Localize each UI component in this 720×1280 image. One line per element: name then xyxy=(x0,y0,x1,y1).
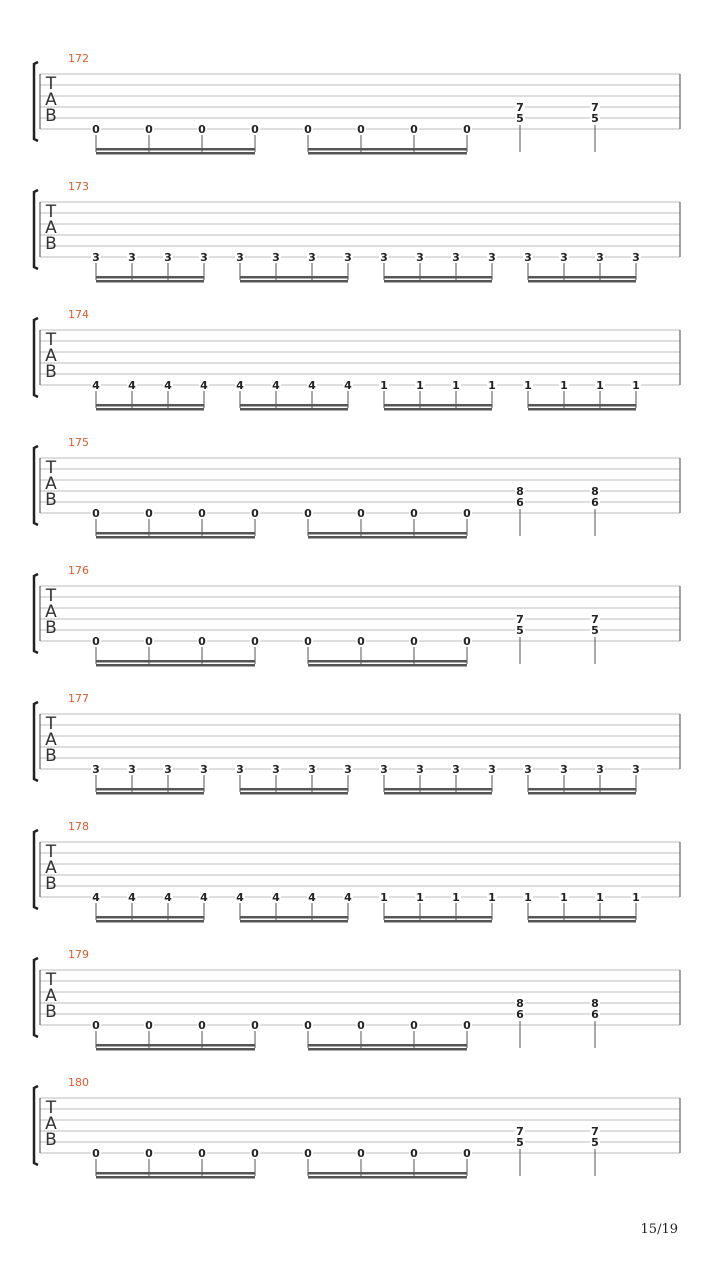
fret-number: 3 xyxy=(416,763,424,776)
fret-number: 3 xyxy=(128,251,136,264)
fret-number: 4 xyxy=(164,379,172,392)
fret-number: 3 xyxy=(308,763,316,776)
tab-letter-t: T xyxy=(45,458,57,478)
fret-number: 1 xyxy=(488,379,496,392)
fret-number: 4 xyxy=(128,379,136,392)
beam xyxy=(96,1176,255,1179)
fret-number: 0 xyxy=(357,1019,365,1032)
beam xyxy=(528,408,636,411)
fret-number: 0 xyxy=(463,507,471,520)
fret-number: 1 xyxy=(560,379,568,392)
beam xyxy=(528,920,636,923)
beam xyxy=(96,792,204,795)
fret-number: 3 xyxy=(380,251,388,264)
tab-system xyxy=(34,564,680,667)
fret-number: 6 xyxy=(591,496,599,509)
tab-system xyxy=(34,948,680,1051)
fret-number: 3 xyxy=(632,763,640,776)
beam xyxy=(384,280,492,283)
system-bracket xyxy=(34,1086,38,1165)
tab-system xyxy=(34,692,680,795)
fret-number: 4 xyxy=(128,891,136,904)
fret-number: 1 xyxy=(596,379,604,392)
fret-number: 0 xyxy=(410,1147,418,1160)
beam xyxy=(308,148,467,151)
fret-number: 3 xyxy=(344,763,352,776)
fret-number: 3 xyxy=(200,763,208,776)
tab-letter-b: B xyxy=(45,490,57,510)
fret-number: 0 xyxy=(410,635,418,648)
beam xyxy=(308,664,467,667)
fret-number: 3 xyxy=(92,763,100,776)
beam xyxy=(308,1172,467,1175)
beam xyxy=(384,920,492,923)
tab-letter-b: B xyxy=(45,234,57,254)
fret-number: 7 xyxy=(516,101,524,114)
fret-number: 8 xyxy=(516,485,524,498)
tab-letter-t: T xyxy=(45,202,57,222)
fret-number: 0 xyxy=(304,635,312,648)
fret-number: 3 xyxy=(344,251,352,264)
beam xyxy=(96,664,255,667)
fret-number: 4 xyxy=(200,379,208,392)
tab-letter-b: B xyxy=(45,106,57,126)
fret-number: 0 xyxy=(251,1019,259,1032)
system-bracket xyxy=(34,574,38,653)
beam xyxy=(384,404,492,407)
beam xyxy=(308,152,467,155)
measure-number: 172 xyxy=(68,52,89,65)
fret-number: 0 xyxy=(145,507,153,520)
beam xyxy=(528,792,636,795)
fret-number: 0 xyxy=(198,1147,206,1160)
fret-number: 7 xyxy=(591,101,599,114)
system-bracket xyxy=(34,830,38,909)
fret-number: 3 xyxy=(164,763,172,776)
fret-number: 0 xyxy=(198,635,206,648)
beam xyxy=(528,404,636,407)
fret-number: 4 xyxy=(164,891,172,904)
measure-number: 176 xyxy=(68,564,89,577)
beam xyxy=(96,1048,255,1051)
beam xyxy=(384,408,492,411)
tab-letter-b: B xyxy=(45,1002,57,1022)
fret-number: 5 xyxy=(591,624,599,637)
tab-letter-b: B xyxy=(45,1130,57,1150)
system-bracket xyxy=(34,446,38,525)
fret-number: 3 xyxy=(236,251,244,264)
measure-number: 179 xyxy=(68,948,89,961)
tab-letter-t: T xyxy=(45,714,57,734)
beam xyxy=(96,408,204,411)
fret-number: 7 xyxy=(516,1125,524,1138)
fret-number: 0 xyxy=(92,1147,100,1160)
fret-number: 4 xyxy=(236,379,244,392)
beam xyxy=(308,536,467,539)
fret-number: 3 xyxy=(200,251,208,264)
fret-number: 1 xyxy=(560,891,568,904)
tab-letter-t: T xyxy=(45,970,57,990)
fret-number: 5 xyxy=(591,1136,599,1149)
fret-number: 0 xyxy=(463,635,471,648)
measure-number: 178 xyxy=(68,820,89,833)
fret-number: 1 xyxy=(488,891,496,904)
beam xyxy=(240,920,348,923)
fret-number: 0 xyxy=(92,507,100,520)
fret-number: 3 xyxy=(236,763,244,776)
fret-number: 0 xyxy=(410,507,418,520)
tab-letter-b: B xyxy=(45,618,57,638)
fret-number: 0 xyxy=(410,123,418,136)
fret-number: 3 xyxy=(596,763,604,776)
fret-number: 4 xyxy=(344,891,352,904)
fret-number: 3 xyxy=(92,251,100,264)
system-bracket xyxy=(34,958,38,1037)
tab-system xyxy=(34,52,680,155)
beam xyxy=(384,792,492,795)
fret-number: 0 xyxy=(145,635,153,648)
beam xyxy=(96,148,255,151)
beam xyxy=(384,276,492,279)
tab-letter-t: T xyxy=(45,74,57,94)
fret-number: 1 xyxy=(452,379,460,392)
fret-number: 1 xyxy=(380,891,388,904)
beam xyxy=(308,1176,467,1179)
fret-number: 3 xyxy=(272,251,280,264)
tab-letter-t: T xyxy=(45,842,57,862)
fret-number: 0 xyxy=(304,123,312,136)
measure-number: 177 xyxy=(68,692,89,705)
measure-number: 180 xyxy=(68,1076,89,1089)
beam xyxy=(308,532,467,535)
beam xyxy=(240,792,348,795)
fret-number: 4 xyxy=(308,379,316,392)
fret-number: 4 xyxy=(236,891,244,904)
tab-letter-a: A xyxy=(45,90,57,110)
fret-number: 0 xyxy=(251,507,259,520)
beam xyxy=(528,788,636,791)
beam xyxy=(240,404,348,407)
fret-number: 0 xyxy=(145,1147,153,1160)
tab-system xyxy=(34,308,680,411)
tab-system xyxy=(34,820,680,923)
beam xyxy=(240,276,348,279)
beam xyxy=(308,1048,467,1051)
fret-number: 0 xyxy=(304,1147,312,1160)
fret-number: 6 xyxy=(516,1008,524,1021)
fret-number: 6 xyxy=(516,496,524,509)
fret-number: 3 xyxy=(416,251,424,264)
measure-number: 173 xyxy=(68,180,89,193)
tab-letter-b: B xyxy=(45,746,57,766)
tab-letter-b: B xyxy=(45,362,57,382)
beam xyxy=(240,916,348,919)
fret-number: 0 xyxy=(463,1147,471,1160)
tab-letter-a: A xyxy=(45,858,57,878)
fret-number: 0 xyxy=(357,1147,365,1160)
fret-number: 0 xyxy=(304,507,312,520)
fret-number: 0 xyxy=(357,635,365,648)
beam xyxy=(96,1172,255,1175)
beam xyxy=(96,916,204,919)
fret-number: 4 xyxy=(272,891,280,904)
fret-number: 1 xyxy=(524,891,532,904)
measure-number: 174 xyxy=(68,308,89,321)
fret-number: 4 xyxy=(92,891,100,904)
tab-letter-a: A xyxy=(45,218,57,238)
fret-number: 4 xyxy=(200,891,208,904)
fret-number: 4 xyxy=(92,379,100,392)
tab-letter-a: A xyxy=(45,474,57,494)
fret-number: 1 xyxy=(380,379,388,392)
fret-number: 7 xyxy=(516,613,524,626)
fret-number: 8 xyxy=(516,997,524,1010)
system-bracket xyxy=(34,702,38,781)
tab-letter-a: A xyxy=(45,986,57,1006)
fret-number: 1 xyxy=(416,379,424,392)
fret-number: 0 xyxy=(251,1147,259,1160)
fret-number: 3 xyxy=(560,763,568,776)
beam xyxy=(96,280,204,283)
fret-number: 0 xyxy=(410,1019,418,1032)
beam xyxy=(528,280,636,283)
fret-number: 0 xyxy=(357,507,365,520)
tab-letter-a: A xyxy=(45,1114,57,1134)
fret-number: 3 xyxy=(452,251,460,264)
fret-number: 0 xyxy=(198,1019,206,1032)
fret-number: 5 xyxy=(591,112,599,125)
fret-number: 0 xyxy=(251,635,259,648)
beam xyxy=(384,916,492,919)
system-bracket xyxy=(34,318,38,397)
tab-letter-b: B xyxy=(45,874,57,894)
tab-system xyxy=(34,1076,680,1179)
fret-number: 8 xyxy=(591,997,599,1010)
fret-number: 4 xyxy=(308,891,316,904)
system-bracket xyxy=(34,62,38,141)
fret-number: 3 xyxy=(452,763,460,776)
fret-number: 0 xyxy=(92,123,100,136)
measure-number: 175 xyxy=(68,436,89,449)
tab-system xyxy=(34,436,680,539)
fret-number: 6 xyxy=(591,1008,599,1021)
fret-number: 8 xyxy=(591,485,599,498)
fret-number: 0 xyxy=(92,1019,100,1032)
tab-letter-t: T xyxy=(45,1098,57,1118)
beam xyxy=(96,1044,255,1047)
fret-number: 4 xyxy=(272,379,280,392)
beam xyxy=(96,536,255,539)
fret-number: 3 xyxy=(128,763,136,776)
tab-letter-t: T xyxy=(45,586,57,606)
tab-letter-a: A xyxy=(45,602,57,622)
beam xyxy=(96,788,204,791)
beam xyxy=(308,1044,467,1047)
beam xyxy=(96,920,204,923)
fret-number: 3 xyxy=(524,763,532,776)
fret-number: 3 xyxy=(272,763,280,776)
fret-number: 5 xyxy=(516,112,524,125)
fret-number: 0 xyxy=(463,1019,471,1032)
beam xyxy=(96,404,204,407)
fret-number: 1 xyxy=(524,379,532,392)
fret-number: 5 xyxy=(516,1136,524,1149)
fret-number: 3 xyxy=(596,251,604,264)
fret-number: 0 xyxy=(145,123,153,136)
beam xyxy=(528,276,636,279)
beam xyxy=(96,152,255,155)
tab-system xyxy=(34,180,680,283)
fret-number: 5 xyxy=(516,624,524,637)
fret-number: 0 xyxy=(198,123,206,136)
fret-number: 0 xyxy=(463,123,471,136)
beam xyxy=(240,280,348,283)
fret-number: 0 xyxy=(304,1019,312,1032)
tab-letter-a: A xyxy=(45,730,57,750)
beam xyxy=(528,916,636,919)
fret-number: 1 xyxy=(416,891,424,904)
fret-number: 0 xyxy=(198,507,206,520)
fret-number: 3 xyxy=(380,763,388,776)
tab-letter-a: A xyxy=(45,346,57,366)
fret-number: 3 xyxy=(560,251,568,264)
fret-number: 7 xyxy=(591,613,599,626)
fret-number: 3 xyxy=(524,251,532,264)
beam xyxy=(96,276,204,279)
beam xyxy=(240,408,348,411)
beam xyxy=(96,532,255,535)
beam xyxy=(384,788,492,791)
fret-number: 0 xyxy=(357,123,365,136)
fret-number: 1 xyxy=(632,379,640,392)
fret-number: 3 xyxy=(164,251,172,264)
fret-number: 7 xyxy=(591,1125,599,1138)
tab-letter-t: T xyxy=(45,330,57,350)
fret-number: 3 xyxy=(308,251,316,264)
beam xyxy=(308,660,467,663)
page-number: 15/19 xyxy=(640,1222,678,1237)
fret-number: 0 xyxy=(251,123,259,136)
fret-number: 3 xyxy=(632,251,640,264)
fret-number: 1 xyxy=(632,891,640,904)
beam xyxy=(96,660,255,663)
fret-number: 3 xyxy=(488,763,496,776)
beam xyxy=(240,788,348,791)
fret-number: 4 xyxy=(344,379,352,392)
fret-number: 3 xyxy=(488,251,496,264)
fret-number: 0 xyxy=(92,635,100,648)
fret-number: 0 xyxy=(145,1019,153,1032)
fret-number: 1 xyxy=(452,891,460,904)
fret-number: 1 xyxy=(596,891,604,904)
system-bracket xyxy=(34,190,38,269)
